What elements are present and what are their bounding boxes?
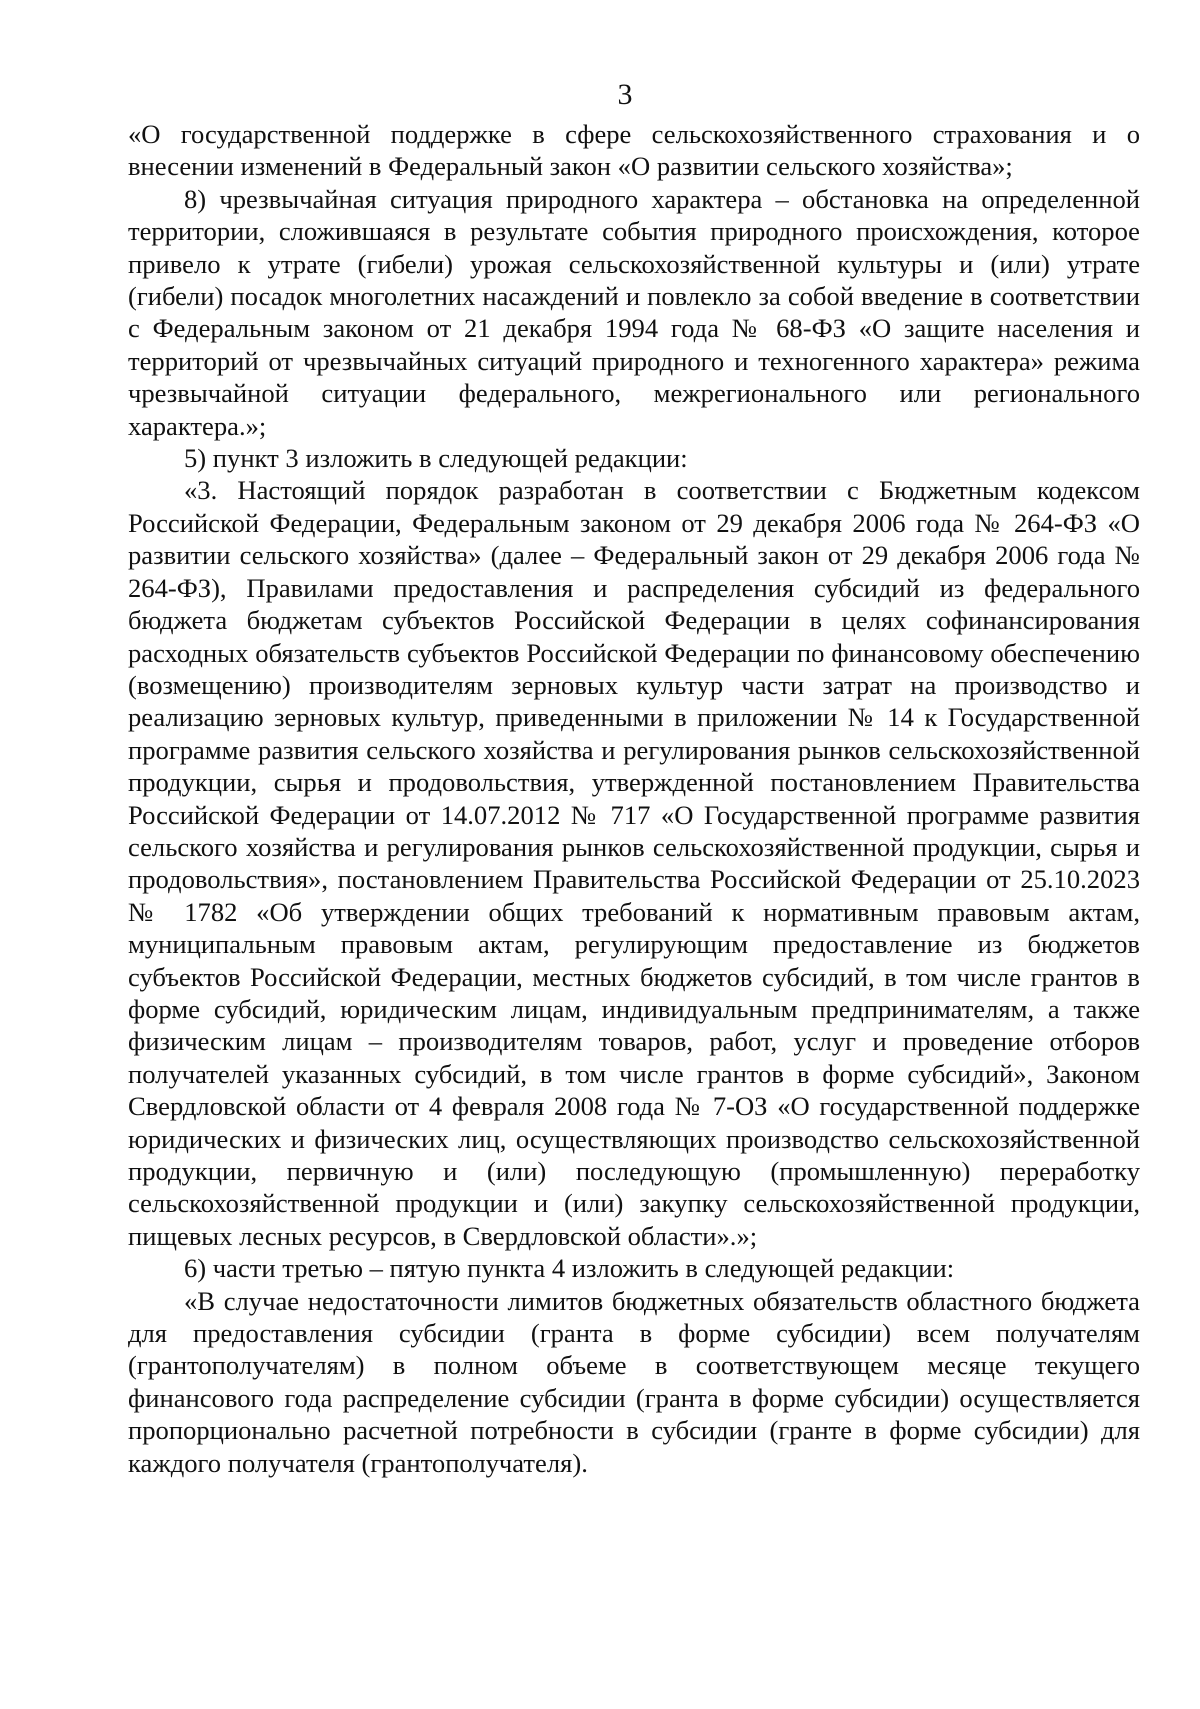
paragraph-item-8-emergency: 8) чрезвычайная ситуация природного характера – обстановка на определенной территории, сложившаяся в результате события природного происхождения, которое привело к утрате (гибели) урожая сельскохозяйственной культуры и (или) утрате (гибели) посадок многолетних насаждений и повлекло за собой введение в соответствии с Федеральным законом от 21 декабря 1994 года № 68-ФЗ «О защите населения и территорий от чрезвычайных ситуаций природного и техногенного характера» режима чрезвычайной ситуации федерального, межрегионального или регионального характера.»;: [128, 183, 1140, 441]
paragraph-point-4-text: «В случае недостаточности лимитов бюджетных обязательств областного бюджета для предоставления субсидии (гранта в форме субсидии) всем получателям (грантополучателям) в полном объеме в соответствующем месяце текущего финансового года распределение субсидии (гранта в форме субсидии) осуществляется пропорционально расчетной потребности в субсидии (гранте в форме субсидии) для каждого получателя (грантополучателя).: [128, 1285, 1140, 1478]
paragraph-amend-point-3: 5) пункт 3 изложить в следующей редакции:: [184, 443, 688, 474]
paragraph-point-3-text: «3. Настоящий порядок разработан в соответствии с Бюджетным кодексом Российской Федерации, Федеральным законом от 29 декабря 2006 года № 264-ФЗ «О развитии сельского хозяйства» (далее – Федеральный закон от 29 декабря 2006 года № 264-ФЗ), Правилами предоставления и распределения субсидий из федерального бюджета бюджетам субъектов Российской Федерации в целях софинансирования расходных обязательств субъектов Российской Федерации по финансовому обеспечению (возмещению) производителям зерновых культур части затрат на производство и реализацию зерновых культур, приведенными в приложении № 14 к Государственной программе развития сельского хозяйства и регулирования рынков сельскохозяйственной продукции, сырья и продовольствия, утвержденной постановлением Правительства Российской Федерации от 14.07.2012 № 717 «О Государственной программе развития сельского хозяйства и регулирования рынков сельскохозяйственной продукции, сырья и продовольствия», постановлением Правительства Российской Федерации от 25.10.2023 № 1782 «Об утверждении общих требований к нормативным правовым актам, муниципальным правовым актам, регулирующим предоставление из бюджетов субъектов Российской Федерации, местных бюджетов субсидий, в том числе грантов в форме субсидий, юридическим лицам, индивидуальным предпринимателям, а также физическим лицам – производителям товаров, работ, услуг и проведение отборов получателей указанных субсидий, в том числе грантов в форме субсидий», Законом Свердловской области от 4 февраля 2008 года № 7-ОЗ «О государственной поддержке юридических и физических лиц, осуществляющих производство сельскохозяйственной продукции, первичную и (или) последующую (промышленную) переработку сельскохозяйственной продукции и (или) закупку сельскохозяйственной продукции, пищевых лесных ресурсов, в Свердловской области».»;: [128, 475, 1140, 1251]
paragraph-amend-point-4: 6) части третью – пятую пункта 4 изложить в следующей редакции:: [184, 1253, 955, 1284]
paragraph-law-title-continuation: «О государственной поддержке в сфере сельскохозяйственного страхования и о внесении изменений в Федеральный закон «О развитии сельского хозяйства»;: [128, 119, 1140, 182]
document-body: [128, 118, 1140, 1479]
page-number: 3: [617, 78, 633, 111]
